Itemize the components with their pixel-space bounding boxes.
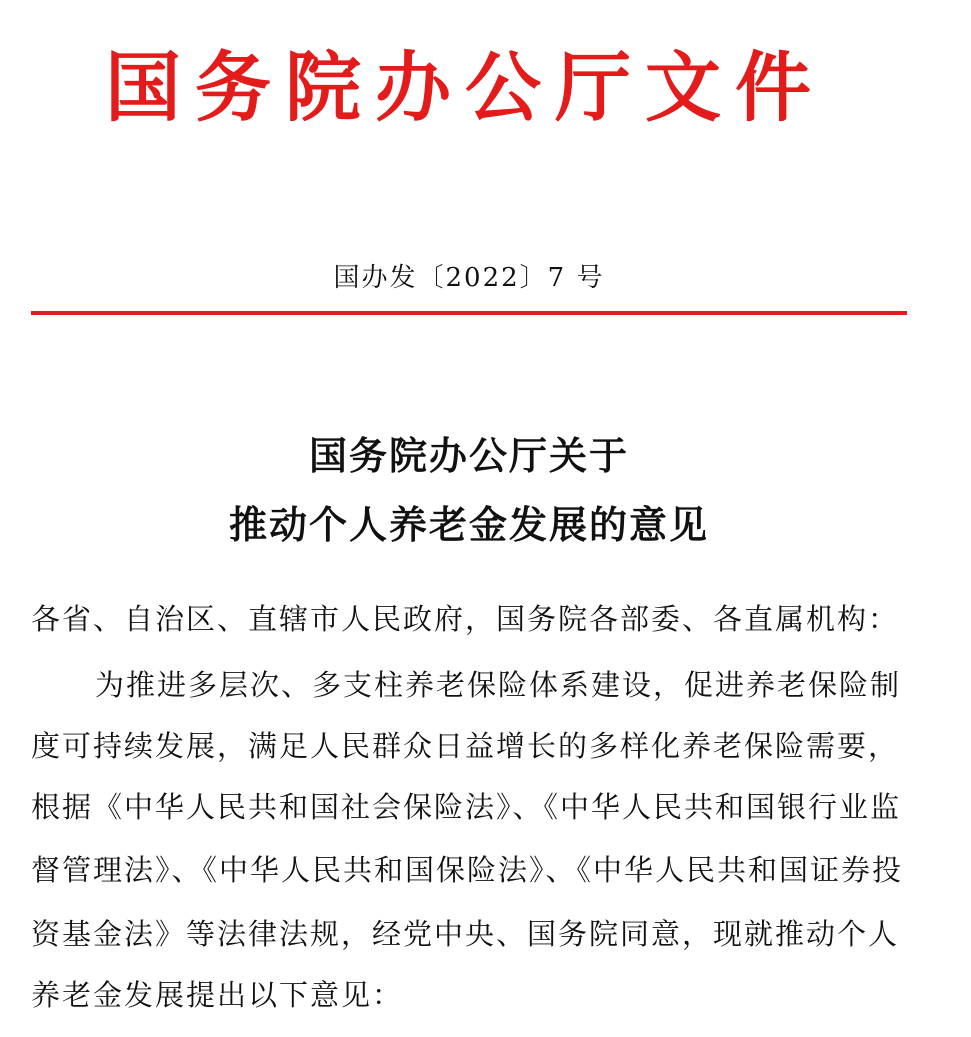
- salutation-line: 各省、自治区、直辖市人民政府，国务院各部委、各直属机构：: [31, 602, 900, 636]
- body-paragraph-line-4: 督管理法》、《中华人民共和国保险法》、《中华人民共和国证券投: [31, 853, 904, 887]
- document-title-line-1: 国务院办公厅关于: [308, 433, 629, 478]
- document-issuer-header: 国务院办公厅文件: [105, 43, 825, 132]
- document-number: 国办发〔2022〕7 号: [333, 263, 605, 293]
- red-separator-rule: [31, 311, 907, 315]
- body-paragraph-line-3: 根据《中华人民共和国社会保险法》、《中华人民共和国银行业监: [31, 790, 902, 824]
- body-paragraph-line-6: 养老金发展提出以下意见：: [31, 978, 404, 1012]
- body-paragraph-line-2: 度可持续发展，满足人民群众日益增长的多样化养老保险需要，: [31, 729, 900, 763]
- document-title-line-2: 推动个人养老金发展的意见: [228, 502, 709, 547]
- body-paragraph-line-5: 资基金法》等法律法规，经党中央、国务院同意，现就推动个人: [31, 917, 900, 951]
- body-paragraph-line-1: 为推进多层次、多支柱养老保险体系建设，促进养老保险制: [95, 668, 902, 702]
